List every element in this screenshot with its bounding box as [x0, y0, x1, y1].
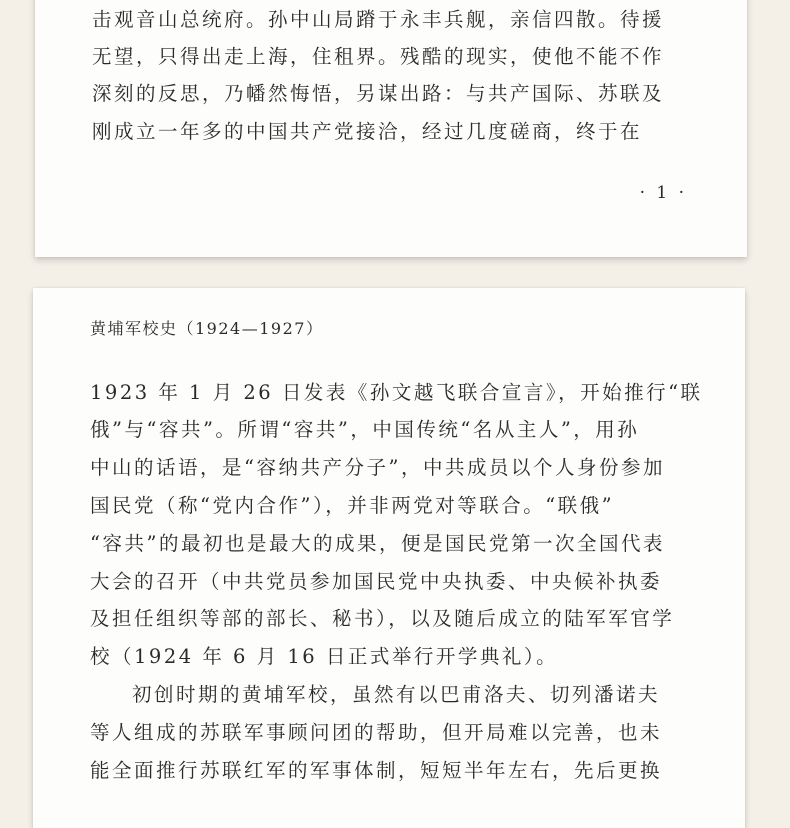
text-line: 及担任组织等部的部长、秘书），以及随后成立的陆军军官学: [90, 607, 675, 630]
text-line: 中山的话语，是“容纳共产分子”，中共成员以个人身份参加: [90, 456, 665, 479]
text-line: 等人组成的苏联军事顾问团的帮助，但开局难以完善，也未: [90, 721, 663, 744]
text-line: 刚成立一年多的中国共产党接洽，经过几度磋商，终于在: [92, 120, 643, 143]
text-line: 1923 年 1 月 26 日发表《孙文越飞联合宣言》，开始推行“联: [90, 381, 703, 404]
book-page-bottom: [33, 288, 745, 828]
running-header: 黄埔军校史（1924—1927）: [90, 319, 324, 338]
paragraph-first-line: 初创时期的黄埔军校，虽然有以巴甫洛夫、切列潘诺夫: [132, 683, 661, 706]
text-line: 校（1924 年 6 月 16 日正式举行开学典礼）。: [90, 645, 559, 668]
text-line: 国民党（称“党内合作”），并非两党对等联合。“联俄”: [90, 494, 615, 517]
book-page-top: [35, 0, 747, 257]
text-line: 能全面推行苏联红军的军事体制，短短半年左右，先后更换: [90, 759, 663, 782]
text-line: 俄”与“容共”。所谓“容共”，中国传统“名从主人”，用孙: [90, 418, 640, 441]
text-line: “容共”的最初也是最大的成果，便是国民党第一次全国代表: [90, 532, 665, 555]
text-line: 深刻的反思，乃幡然悔悟，另谋出路：与共产国际、苏联及: [92, 82, 665, 105]
text-line: 大会的召开（中共党员参加国民党中央执委、中央候补执委: [90, 570, 663, 593]
text-line: 无望，只得出走上海，住租界。残酷的现实，使他不能不作: [92, 45, 665, 68]
page-number: · 1 ·: [639, 183, 687, 203]
text-line: 击观音山总统府。孙中山局蹐于永丰兵舰，亲信四散。待援: [92, 8, 665, 31]
